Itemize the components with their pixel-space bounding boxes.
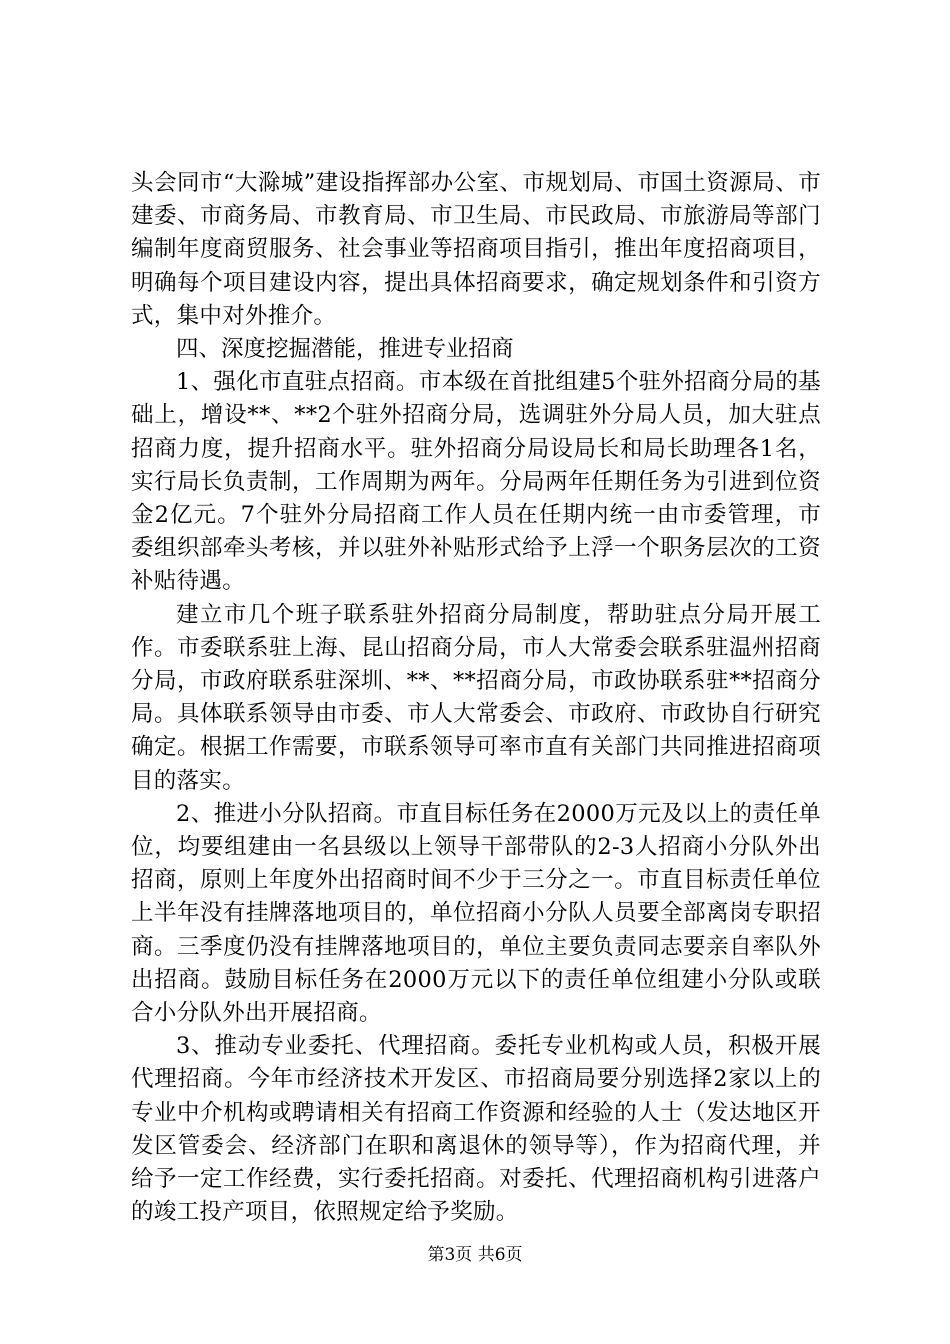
paragraph-item-1: 1、强化市直驻点招商。市本级在首批组建5个驻外招商分局的基础上，增设**、**2个驻外招商分局，选调驻外分局人员，加大驻点招商力度，提升招商水平。驻外招商分局设局长和局长助理各1名，实行局长负责制，工作周期为两年。分局两年任期任务为引进到位资金2亿元。7个驻外分局招商工作人员在任期内统一由市委管理，市委组织部牵头考核，并以驻外补贴形式给予上浮一个职务层次的工资补贴待遇。: [131, 369, 821, 595]
document-body: [131, 167, 821, 1230]
section-heading: 四、深度挖掘潜能，推进专业招商: [176, 336, 514, 363]
paragraph-continuation: 头会同市“大滁城”建设指挥部办公室、市规划局、市国土资源局、市建委、市商务局、市教育局、市卫生局、市民政局、市旅游局等部门编制年度商贸服务、社会事业等招商项目指引，推出年度招商项目，明确每个项目建设内容，提出具体招商要求，确定规划条件和引资方式，集中对外推介。: [131, 170, 821, 329]
paragraph-liaison-system: 建立市几个班子联系驻外招商分局制度，帮助驻点分局开展工作。市委联系驻上海、昆山招商分局，市人大常委会联系驻温州招商分局，市政府联系驻深圳、**、**招商分局，市政协联系驻**招商分局。具体联系领导由市委、市人大常委会、市政府、市政协自行研究确定。根据工作需要，市联系领导可率市直有关部门共同推进招商项目的落实。: [131, 601, 821, 794]
paragraph-item-2: 2、推进小分队招商。市直目标任务在2000万元及以上的责任单位，均要组建由一名县级以上领导干部带队的2-3人招商小分队外出招商，原则上年度外出招商时间不少于三分之一。市直目标责任单位上半年没有挂牌落地项目的，单位招商小分队人员要全部离岗专职招商。三季度仍没有挂牌落地项目的，单位主要负责同志要亲自率队外出招商。鼓励目标任务在2000万元以下的责任单位组建小分队或联合小分队外出开展招商。: [131, 800, 821, 1027]
paragraph-item-3: 3、推动专业委托、代理招商。委托专业机构或人员，积极开展代理招商。今年市经济技术开发区、市招商局要分别选择2家以上的专业中介机构或聘请相关有招商工作资源和经验的人士（发达地区开发区管委会、经济部门在职和离退休的领导等），作为招商代理，并给予一定工作经费，实行委托招商。对委托、代理招商机构引进落户的竣工投产项目，依照规定给予奖励。: [131, 1033, 821, 1226]
page-footer: [0, 1244, 950, 1266]
page-number-label: 第3页 共6页: [427, 1245, 523, 1265]
